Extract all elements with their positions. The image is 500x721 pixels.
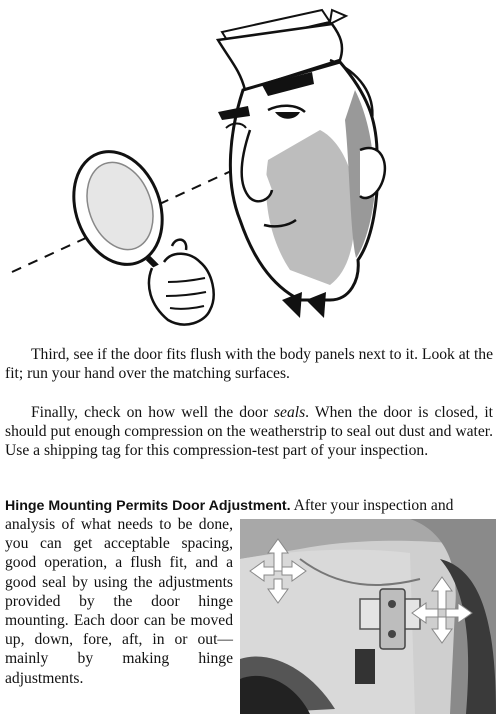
hinge-photo: [240, 519, 496, 714]
section-heading-line: [5, 496, 497, 516]
paragraph-third: Third, see if the door fits flush with the body panels next to it. Look at the fit; run your hand over the matching surfaces.: [5, 346, 493, 382]
section-heading: Hinge Mounting Permits Door Adjustment.: [5, 498, 291, 514]
finally-emphasis: seals: [273, 404, 306, 421]
section-heading-continuation: After your inspection and: [290, 497, 454, 514]
finally-text-start: Finally, check on how well the door: [31, 404, 274, 421]
paragraph-finally: [5, 403, 493, 460]
finally-text-end: . When the door is closed, it should put enough compression on the weatherstrip to seal out dust and water. Use a shipping tag for this compression-test part of your inspection.: [5, 404, 493, 459]
section-body: analysis of what needs to be done, you can get acceptable spacing, good operation, a flush fit, and a good seal by using the adjustments provided by the door hinge mounting. Each door can be moved up, down, fore, aft, in or out—mainly by making hinge adjustments.: [5, 516, 233, 687]
hinge-photo-art: [240, 519, 496, 714]
inspector-illustration: [0, 0, 500, 330]
